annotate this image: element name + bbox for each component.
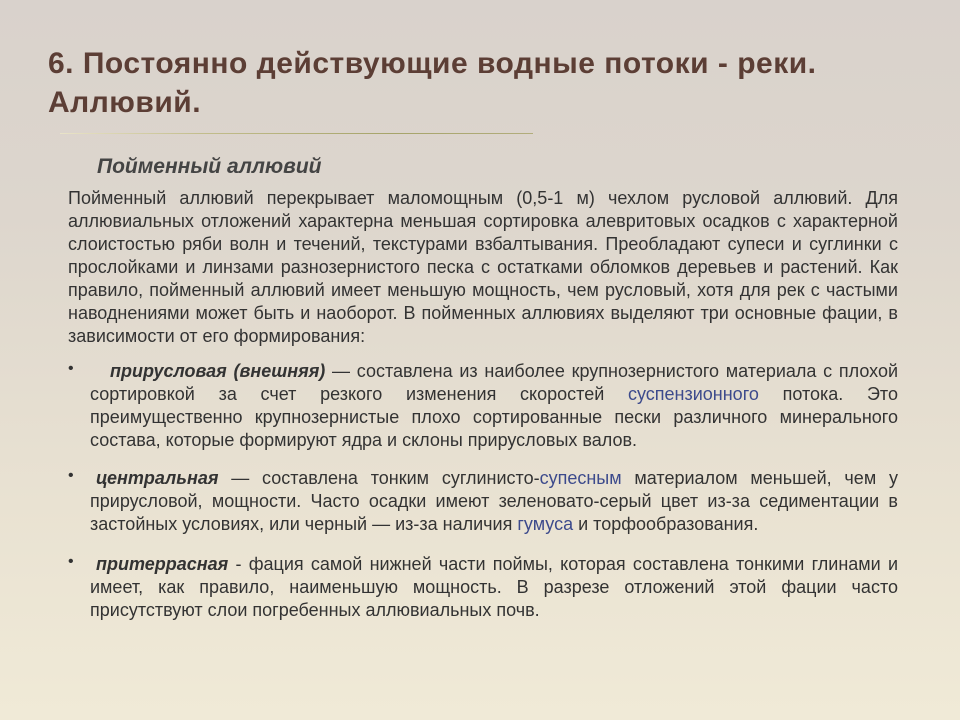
bullet-icon: • [68, 360, 74, 377]
facies-text: потока. Это преимущественно крупнозернистые плохо сортированные пески различного минерального состава, которые формируют ядра и склоны прирусловых валов. [90, 384, 898, 450]
facies-item-central [68, 467, 898, 536]
facies-name: прирусловая (внешняя) [110, 361, 326, 381]
facies-text: — составлена из наиболее крупнозернистого материала с плохой сортировкой за счет резкого изменения скоростей [90, 361, 899, 404]
slide-body [68, 187, 898, 622]
facies-item-near-channel [68, 360, 898, 452]
facies-text: и торфообразования. [573, 514, 759, 534]
slide-title: 6. Постоянно действующие водные потоки - реки. Аллювий. [48, 47, 817, 119]
bullet-icon: • [68, 467, 74, 484]
intro-paragraph: Пойменный аллювий перекрывает маломощным (0,5-1 м) чехлом русловой аллювий. Для аллювиальных отложений характерна меньшая сортировка алевритовых осадков с характерной слоистостью ряби волн и течений, текстурами взбалтывания. Преобладают супеси и суглинки с прослойками и линзами разнозернистого песка с остатками обломков деревьев и растений. Как правило, пойменный аллювий имеет меньшую мощность, чем русловый, хотя для рек с частыми наводнениями может быть и наоборот. В пойменных аллювиях выделяют три основные фации, в зависимости от его формирования: [68, 188, 898, 346]
term-link-sandy-loam[interactable]: супесным [539, 468, 622, 488]
facies-text: материалом меньшей, чем у прирусловой, мощности. Часто осадки имеют зеленовато-серый цвет из-за седиментации в застойных условиях, или черный — из-за наличия [90, 468, 898, 534]
title-divider [60, 133, 533, 134]
facies-list [68, 360, 898, 622]
facies-item-near-terrace [68, 553, 898, 622]
bullet-icon: • [68, 553, 74, 570]
term-link-humus[interactable]: гумуса [517, 514, 574, 534]
facies-name: притеррасная [96, 554, 229, 574]
section-subtitle: Пойменный аллювий [97, 155, 322, 178]
facies-text: — составлена тонким суглинисто- [218, 468, 540, 488]
facies-text: - фация самой нижней части поймы, которая составлена тонкими глинами и имеет, как правило, наименьшую мощность. В разрезе отложений этой фации часто присутствуют слои погребенных аллювиальных почв. [90, 554, 898, 620]
facies-name: центральная [96, 468, 219, 488]
term-link-suspension[interactable]: суспензионного [627, 384, 759, 404]
